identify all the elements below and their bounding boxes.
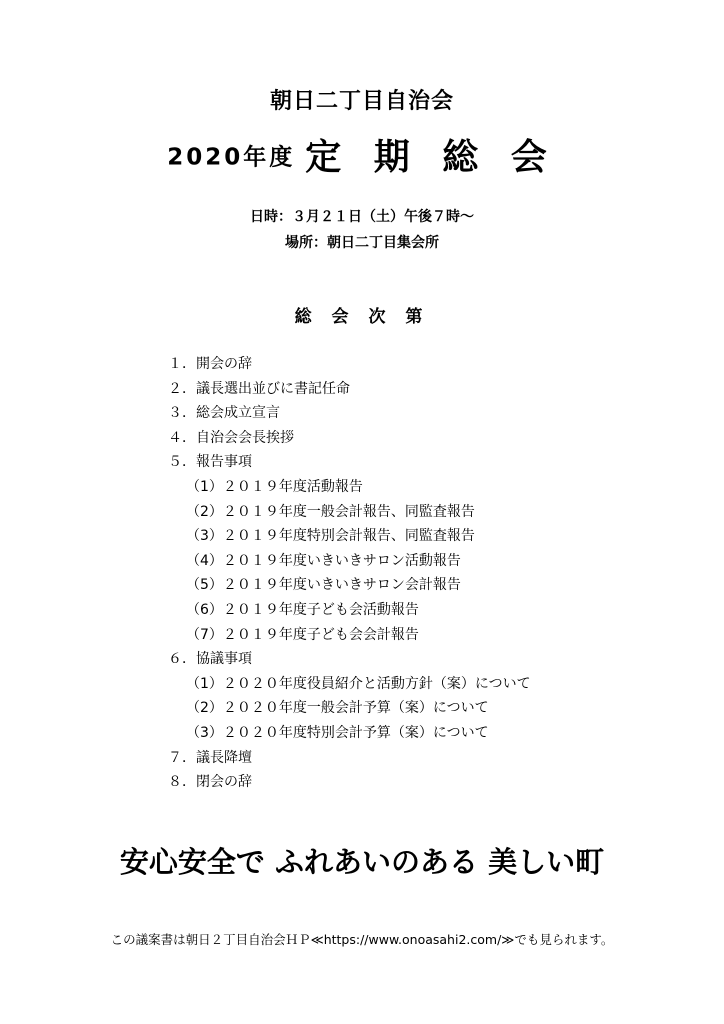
agenda-subitem: （7）２０１９年度子ども会会計報告 <box>186 626 419 643</box>
agenda-item: ８．閉会の辞 <box>168 774 252 791</box>
title-main: 定 期 総 会 <box>305 136 557 178</box>
agenda-subitem: （3）２０１９年度特別会計報告、同監査報告 <box>186 528 475 545</box>
document-title <box>0 132 724 183</box>
agenda-item: ６．協議事項 <box>168 651 252 668</box>
agenda-list <box>168 352 531 795</box>
agenda-item: １．開会の辞 <box>168 356 252 372</box>
agenda-subitem: （5）２０１９年度いきいきサロン会計報告 <box>186 577 461 594</box>
agenda-subitem: （1）２０１９年度活動報告 <box>186 478 363 495</box>
agenda-item: ７．議長降壇 <box>168 749 252 766</box>
agenda-heading: 総 会 次 第 <box>294 307 430 327</box>
footer-note: この議案書は朝日２丁目自治会ＨＰ≪https://www.onoasahi2.com/≫でも見られます。 <box>110 932 614 947</box>
agenda-item: ２．議長選出並びに書記任命 <box>168 380 350 397</box>
agenda-item: ４．自治会会長挨拶 <box>168 429 294 446</box>
agenda-subitem: （2）２０１９年度一般会計報告、同監査報告 <box>186 503 475 520</box>
organization-name: 朝日二丁目自治会 <box>269 89 454 114</box>
meeting-place: 場所：朝日二丁目集会所 <box>285 235 439 251</box>
agenda-subitem: （3）２０２０年度特別会計予算（案）について <box>186 724 489 741</box>
title-year: 2020年度 <box>167 144 296 171</box>
agenda-item: ３．総会成立宣言 <box>168 405 280 422</box>
slogan: 安心安全で ふれあいのある 美しい町 <box>119 845 605 879</box>
meeting-datetime: 日時：３月２１日（土）午後７時～ <box>250 209 474 225</box>
agenda-subitem: （4）２０１９年度いきいきサロン活動報告 <box>186 552 461 569</box>
agenda-subitem: （6）２０１９年度子ども会活動報告 <box>186 601 419 618</box>
agenda-item: ５．報告事項 <box>168 454 252 471</box>
agenda-subitem: （1）２０２０年度役員紹介と活動方針（案）について <box>186 675 531 692</box>
agenda-subitem: （2）２０２０年度一般会計予算（案）について <box>186 700 489 717</box>
